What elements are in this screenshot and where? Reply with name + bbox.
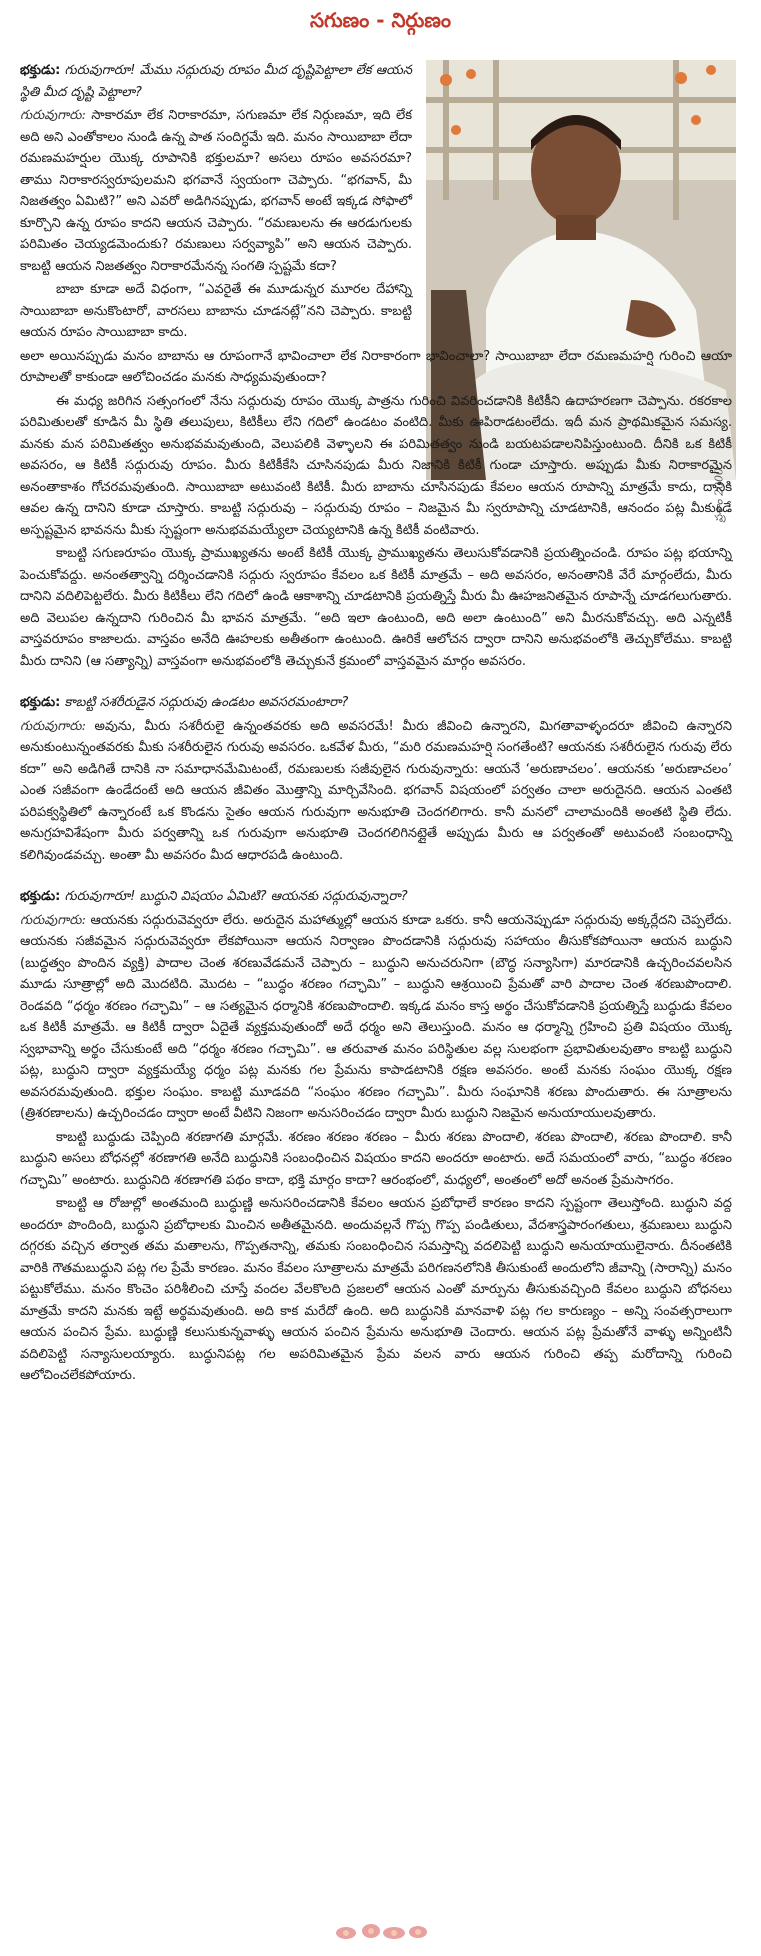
- photo-signature: ప్రశాం 2000: [712, 468, 725, 523]
- answer-3-paragraph-1-text: ఆయనకు సద్గురువెవ్వరూ లేరు. అరుదైన మహాత్ముల్లో ఆయన కూడా ఒకరు. కానీ ఆయనెప్పుడూ సద్గురువు అక్కర్లేదని చెప్పలేదు. ఆయనకు సజీవమైన సద్గురువెవ్వరూ లేకపోయినా ఆయన నిర్వాణం పొందడానికి సద్గురువు సహాయం తీసుకోకపోయినా ఆయన బుద్ధుని (బుద్ధత్వం పొందిన వ్యక్తి) పాదాల చెంత శరణువేడమనే చెప్పారు – బుద్ధుని అనుచరునిగా (బౌద్ధ సన్యాసిగా) మారడానికి ఉచ్చరించవలసిన మూడు సూత్రాల్లో అది మొదటిది. మొదట – “బుద్ధం శరణం గచ్ఛామి” – బుద్ధుని ఆశ్రయించి ప్రేమతో వారి పాదాల చెంత శరణుపొందాలి. రెండవది “ధర్మం శరణం గచ్ఛామి” – ఆ సత్యమైన ధర్మానికి శరణుపొందాలి. ఇక్కడ మనం కాస్త అర్థం చేసుకోవడానికి ప్రయత్నిస్తే బుద్ధుడు కేవలం ఒక కిటికీ మాత్రమే. ఆ కిటికీ ద్వారా ఏదైతే వ్యక్తమవుతుందో అదే ధర్మం అని తెలుస్తుంది. మనం ఆ ధర్మాన్ని గ్రహించి ప్రతి విషయం యొక్క స్వభావాన్ని అర్థం చేసుకుంటే అది “ధర్మం శరణం గచ్ఛామి”. ఆ తరువాత మనం పరిస్థితుల వల్ల సులభంగా ప్రభావితులవుతాం కాబట్టి బుద్ధుని పట్ల, బుద్ధుని ద్వారా వ్యక్తమయ్యే ధర్మం పట్ల మనకు గల ప్రేమను కాపాడటానికి రక్షణ అవసరం. అంటే మనకు సంఘం యొక్క రక్షణ అవసరమవుతుంది. భక్తుల సంఘం. కాబట్టి మూడవది “సంఘం శరణం గచ్ఛామి”. మీరు సంఘానికి శరణు పొందుతారు. ఈ సూత్రాలను (త్రిశరణాలను) ఉచ్చరించడం ద్వారా అంటే వీటిని నిజంగా అనుసరించడం ద్వారా మీరు బుద్ధుని నిజమైన అనుయాయులవుతారు.: [20, 912, 732, 1121]
- answer-1-paragraph-2: బాబా కూడా అదే విధంగా, “ఎవరైతే ఈ మూడున్నర మూరల దేహాన్ని సాయిబాబా అనుకొంటారో, వారసలు బాబాను చూడనట్లే”నని చెప్పారు. కాబట్టి ఆయన రూపం సాయిబాబా కాదు.: [20, 282, 412, 340]
- section-gap: [20, 868, 732, 886]
- answer-1-paragraph-5: కాబట్టి సగుణరూపం యొక్క ప్రాముఖ్యతను అంటే కిటికీ యొక్క ప్రాముఖ్యతను తెలుసుకోవడానికి ప్రయత్నించండి. రూపం పట్ల భయాన్ని పెంచుకోవద్దు. అనంతత్వాన్ని దర్శించడానికి సద్గురు స్వరూపం కేవలం ఒక కిటికీ మాత్రమే – అది అవసరం, అనంతానికి వేరే మార్గంలేదు, మీరు దానిని వదిలిపెట్టలేరు. మీరు కిటికీలు లేని గదిలో ఉండి ఆకాశాన్ని చూడటానికి ప్రయత్నిస్తే మీరు మీ ఊహజనితమైన రూపాన్నే చూడగలుగుతారు. అది వెలుపల ఉన్నదాని గురించిన మీ భావన మాత్రమే. “అది ఇలా ఉంటుంది, అది అలా ఉంటుంది” అని మీరనుకోవచ్చు. అది ఎన్నటికీ వాస్తవరూపం కాజాలదు. వాస్తవం అనేది ఊహలకు అతీతంగా ఉంటుంది. ఊరికే ఆలోచన ద్వారా దానిని అనుభవంలోకి తెచ్చుకోలేము. కాబట్టి మీరు దానిని (ఆ సత్యాన్ని) వాస్తవంగా అనుభవంలోకి తెచ్చుకునే క్రమంలో వాస్తవమైన మార్గం అవసరం.: [20, 546, 732, 669]
- question-3-text: గురువుగారూ! బుద్ధుని విషయం ఏమిటి? ఆయనకు సద్గురువున్నారా?: [64, 889, 408, 904]
- question-2: [20, 692, 732, 714]
- answer-2-paragraph-1-text: అవును, మీరు సశరీరులై ఉన్నంతవరకు అది అవసరమే! మీరు జీవించి ఉన్నారని, మిగతావాళ్ళందరూ జీవించి ఉన్నారని అనుకుంటున్నంతవరకు మీకు సశరీరులైన గురువు అవసరం. ఒకవేళ మీరు, “మరి రమణమహర్షి సంగతేంటి? ఆయనకు సశరీరులైన గురువు లేరు కదా” అని అడిగితే దానికి నా సమాధానమేమిటంటే, రమణులకు సజీవులైన గురువున్నారు: ఆయనే ‘అరుణాచలం’. ఆయనకు ‘అరుణాచలం’ ఎంత సజీవంగా ఉండేదంటే అది ఆయన జీవితం మొత్తాన్ని మార్చివేసింది. భగవాన్ విషయంలో పర్వతం చాలా అరుదైనది. ఆయన ఎంతటి పరిపక్వస్థితిలో ఉన్నారంటే ఒక కొండను సైతం ఆయన గురువుగా అనుభూతి చెందగలిగారు. కానీ మనలో చాలామందికి అంతటి స్థితి లేదు. అనుగ్రహవిశేషంగా మీరు పర్వతాన్ని ఒక గురువుగా అనుభూతి చెందగలిగినట్లైతే అప్పుడు మీరు ఆ పర్వతంతో అటువంటి సంబంధాన్ని కలిగివుండవచ్చు. అంతా మీ అవసరం మీద ఆధారపడి ఉంటుంది.: [20, 718, 732, 863]
- answer-1-paragraph-4: ఈ మధ్య జరిగిన సత్సంగంలో నేను సద్గురువు రూపం యొక్క పాత్రను గురించి వివరించడానికి కిటికీని ఉదాహరణగా చెప్పాను. రకరకాల పరిమితులతో కూడిన మీ స్థితి తలుపులు, కిటికీలు లేని గదిలో ఉండటం వంటిది. మీకు ఊపిరాడటంలేదు. ఇదీ మన ప్రాథమికమైన సమస్య. మనకు మన పరిమితత్వం అనుభవమవుతుంది, వెలుపలికి వెళ్ళాలని ఈ పరిమితత్వం నుండి బయటపడాలనిపిస్తుంటుంది. దీనికి ఒక కిటికీ అవసరం, ఆ కిటికీ సద్గురువు రూపం. మీరు కిటికీకేసి చూసినపుడు మీరు నిజానికి కిటికీ గుండా చూస్తారు. అప్పుడు మీకు నిరాకారమైన అనంతాకాశం గోచరమవుతుంది. సాయిబాబా అటువంటి కిటికీ. మీరు బాబాను చూసినపుడు కేవలం ఆయన రూపాన్ని మాత్రమే కాదు, దానికి ఆవల ఉన్న దానిని కూడా చూస్తారు. కాబట్టి సద్గురువు – సద్గురువు రూపం – నిజమైన మీ స్వరూపాన్ని చూడటానికి, ఆనందం పట్ల మీకుండే అస్పష్టమైన భావనను మీకు స్పష్టంగా అనుభవమయ్యేలా చెయ్యటానికి ఉన్న కిటికీ వంటివారు.: [20, 393, 732, 538]
- answer-3-paragraph-2: కాబట్టి బుద్ధుడు చెప్పింది శరణాగతి మార్గమే. శరణం శరణం శరణం – మీరు శరణు పొందాలి, శరణు పొందాలి, శరణు పొందాలి. కానీ బుద్ధుని అసలు బోధనల్లో శరణాగతి అనేది బుద్ధునికి సంబంధించిన విషయం కాదని అందరూ అంటారు. అదే సమయంలో వారు, “బుద్ధం శరణం గచ్ఛామి” అంటారు. బుద్ధునిది శరణాగతి పథం కాదా, భక్తి మార్గం కాదా? ఆరంభంలో, మధ్యలో, అంతంలో అదో అనంత ప్రేమసాగరం.: [20, 1129, 732, 1188]
- guru-label: గురువుగారు:: [20, 718, 86, 734]
- question-3: [20, 886, 732, 908]
- article-title: సగుణం - నిర్గుణం: [310, 8, 451, 32]
- article-body: [20, 60, 732, 1930]
- footer-ornament: [0, 1920, 761, 1944]
- devotee-label: భక్తుడు:: [20, 889, 61, 904]
- guru-label: గురువుగారు:: [20, 912, 86, 928]
- guru-label: గురువుగారు:: [20, 108, 86, 123]
- section-gap: [20, 674, 732, 692]
- answer-3-paragraph-1: [20, 910, 732, 1125]
- question-1: [20, 60, 412, 103]
- answer-3-paragraph-3: కాబట్టి ఆ రోజుల్లో అంతమంది బుద్ధుణ్ణి అనుసరించడానికి కేవలం ఆయన ప్రబోధాలే కారణం కాదని స్పష్టంగా తెలుస్తోంది. బుద్ధుని వద్ద అందరూ పొందింది, బుద్ధుని ప్రబోధాలకు మించిన అతీతమైనది. అందువల్లనే గొప్ప గొప్ప పండితులు, వేదశాస్త్రపారంగతులు, శ్రమణులు బుద్ధుని దగ్గరకు వచ్చిన తర్వాత తమ మతాలను, గొప్పతనాన్ని, తమకు సంబంధించిన సమస్తాన్ని వదలిపెట్టి బుద్ధుని అనుయాయులైనారు. దీనంతటికి వారికి గౌతమబుద్ధుని పట్ల గల ప్రేమే కారణం. మనం కేవలం సూత్రాలను మాత్రమే పరిగణనలోనికి తీసుకుంటే అందులోని జీవాన్ని (సారాన్ని) మనం పట్టుకోలేము. మనం కొంచెం పరిశీలించి చూస్తే వందల వేలకొలది ప్రజలలో ఆయన ఎంతో మార్పును తీసుకువచ్చింది కేవలం బుద్ధుని బోధనలు మాత్రమే కాదని మనకు ఇట్టే అర్థమవుతుంది. అది కాక మరేదో ఉంది. అది బుద్ధునికి మానవాళి పట్ల గల కారుణ్యం – అన్ని సంవత్సరాలుగా ఆయన పంచిన ప్రేమ. బుద్ధుణ్ణి కలుసుకున్నవాళ్ళు ఆయన పంచిన ప్రేమను అనుభూతి చెందారు. ఆయన పట్ల ప్రేమతోనే వాళ్ళు అన్నింటినీ వదిలిపెట్టి సన్యాసులయ్యారు. బుద్ధునిపట్ల గల అపరిమితమైన ప్రేమ వలన వారు ఆయన గురించి తప్ప మరోదాన్ని గురించి ఆలోచించలేకపోయారు.: [20, 1196, 732, 1383]
- answer-1-paragraph-1: [20, 105, 412, 277]
- devotee-label: భక్తుడు:: [20, 695, 61, 710]
- answer-1-paragraph-1-text: సాకారమా లేక నిరాకారమా, సగుణమా లేక నిర్గుణమా, ఇది లేక అది అని ఎంతోకాలం నుండి ఉన్న పాత సందిగ్ధమే ఇది. మనం సాయిబాబా లేదా రమణమహర్షుల యొక్క రూపానికి భక్తులమా? అసలు రూపం అవసరమా? తాము నిరాకారస్వరూపులమని భగవానే స్వయంగా చెప్పారు. “భగవాన్, మీ నిజతత్వం ఏమిటి?” అని ఎవరో అడిగినప్పుడు, భగవాన్ అంటే ఇక్కడ సోఫాలో కూర్చొని ఉన్న రూపం కాదని ఆయన చెప్పారు. “రమణులను ఈ ఆరడుగులకు పరిమితం చెయ్యడమెందుకు? రమణులు సర్వవ్యాపి” అని ఆయన చెప్పారు. కాబట్టి ఆయన నిజతత్వం నిరాకారమేనన్న సంగతి స్పష్టమే కదా?: [20, 108, 412, 274]
- answer-2-paragraph-1: [20, 716, 732, 867]
- devotee-label: భక్తుడు:: [20, 63, 61, 78]
- answer-1-paragraph-3: అలా అయినప్పుడు మనం బాబాను ఆ రూపంగానే భావించాలా లేక నిరాకారంగా భావించాలా? సాయిబాబా లేదా రమణమహర్షి గురించి ఆయా రూపాలతో కాకుండా ఆలోచించడం మనకు సాధ్యమవుతుందా?: [20, 348, 732, 385]
- question-2-text: కాబట్టి సశరీరుడైన సద్గురువు ఉండటం అవసరమంటారా?: [64, 695, 349, 710]
- question-1-text: గురువుగారూ! మేము సద్గురువు రూపం మీద దృష్టిపెట్టాలా లేక ఆయన స్థితి మీద దృష్టి పెట్టాలా?: [20, 63, 412, 100]
- flower-ornament-icon: [326, 1921, 436, 1943]
